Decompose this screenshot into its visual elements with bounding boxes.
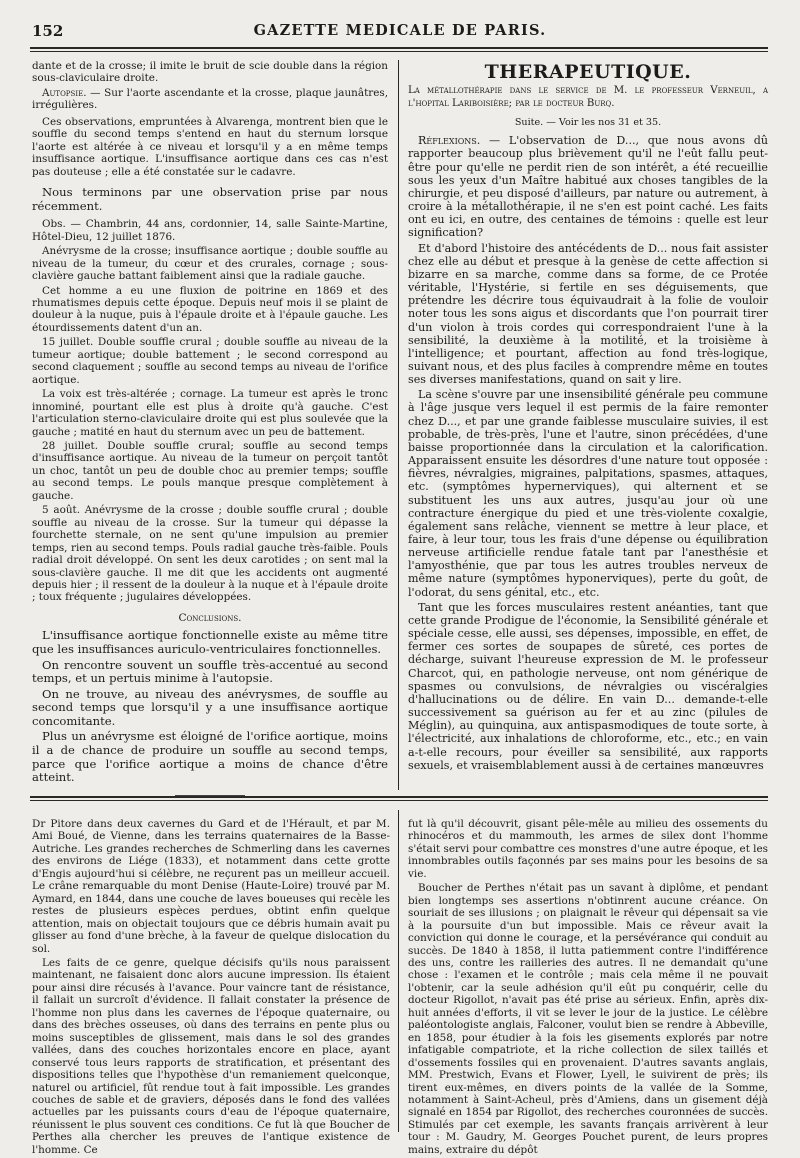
paragraph-text: — L'observation de D..., que nous avons dû rapporter beaucoup plus brièvement qu'il ne l'eût fallu peut-être pour qu'elle ne perdit rien de son intérêt, a été recueillie sous les yeux d'un Maître habitué aux choses tangibles de la chirurgie, et peu disposé d'ailleurs, par nature ou autrement, à croire à la métallothérapie, il ne s'en est point caché. Les faits ont eu ici, en outre, des centaines de témoins : quelle est leur signification?	[408, 134, 768, 240]
paragraph: Plus un anévrysme est éloigné de l'orifice aortique, moins il a de chance de produire un souffle au second temps, parce que l'orifice aortique a moins de chance d'être atteint.	[32, 729, 388, 785]
paragraph: 28 juillet. Double souffle crural; souffle au second temps d'insuffisance aortique. Au niveau de la tumeur on perçoit tantôt un choc, tantôt un peu de double choc au premier temps; souffle au second temps. Le pouls manque presque complètement à gauche.	[32, 439, 388, 502]
header-rule	[30, 47, 768, 49]
paragraph: La voix est très-altérée ; cornage. La tumeur est après le tronc innominé, pourtant elle est plus à droite qu'à gauche. C'est l'articulation sterno-claviculaire droite qui est plus soulevée que la gauche ; matité en haut du sternum avec un peu de battement.	[32, 388, 388, 438]
section-rule	[30, 796, 768, 798]
paragraph: fut là qu'il découvrit, gisant pêle-mêle au milieu des ossements du rhinocéros et du mammouth, les armes de silex dont l'homme s'était servi pour combattre ces monstres d'une autre époque, et les innombrables outils façonnés par ses mains pour les besoins de sa vie.	[408, 818, 768, 880]
paragraph: Et d'abord l'histoire des antécédents de D... nous fait assister chez elle au début et presque à la genèse de cette affection si bizarre en sa marche, comme dans sa forme, de ce Protée véritable, l'Hystérie, si fertile en ses déguisements, que prétendre les décrire tous équivaudrait à la folie de vouloir noter tous les sons aigus et discordants que l'on pourrait tirer d'un violon à trois cordes qui correspondraient l'une à la sensibilité, la deuxième à la motilité, et la troisième à l'intelligence; et pourtant, affection au fond très-logique, suivant nous, et des plus faciles à comprendre même en toutes ses diverses manifestations, quand on sait y lire.	[408, 241, 768, 387]
page-number: 152	[32, 22, 64, 40]
continued-note: Suite. — Voir les nos 31 et 35.	[514, 117, 662, 129]
header-rule-thin	[30, 51, 768, 52]
column-divider-top	[398, 60, 399, 790]
left-column-bottom	[32, 818, 390, 1158]
paragraph: Obs. — Chambrin, 44 ans, cordonnier, 14, salle Sainte-Martine, Hôtel-Dieu, 12 juillet 1876.	[32, 218, 388, 243]
paragraph: On rencontre souvent un souffle très-accentué au second temps, et un pertuis minime à l'autopsie.	[32, 657, 388, 686]
section-rule-thin	[30, 800, 768, 801]
paragraph: Les faits de ce genre, quelque décisifs qu'ils nous paraissent maintenant, ne faisaient donc alors aucune impression. Ils étaient pour ainsi dire récusés à l'avance. Pour vaincre tant de résistance, il fallait un surcroît d'évidence. Il fallait constater la présence de l'homme non plus dans les cavernes de l'époque quaternaire, ou dans des brèches osseuses, où dans des terrains en pente plus ou moins susceptibles de glissement, mais dans le sol des grandes vallées, dans des couches horizontales encore en place, ayant conservé tous leurs rapports de stratification, et présentant des dispositions telles que l'hypothèse d'un remaniement quelconque, naturel ou artificiel, fût rendue tout à fait impossible. Les grandes couches de sable et de graviers, déposés dans le fond des vallées actuelles par les puissants cours d'eau de l'époque quaternaire, réunissent le plus souvent ces conditions. Ce fut là que Boucher de Perthes alla chercher les preuves de l'antique existence de l'homme. Ce	[32, 956, 390, 1156]
ornament-rule	[175, 795, 245, 796]
paragraph: On ne trouve, au niveau des anévrysmes, de souffle au second temps que lorsqu'il y a une insuffisance aortique concomitante.	[32, 686, 388, 728]
paragraph: Cet homme a eu une fluxion de poitrine en 1869 et des rhumatismes depuis cette époque. Depuis neuf mois il se plaint de douleur à la nuque, puis à l'épaule droite et à l'épaule gauche. Les étourdissements datent d'un an.	[32, 284, 388, 334]
paragraph: L'insuffisance aortique fonctionnelle existe au même titre que les insuffisances auriculo-ventriculaires fonctionnelles.	[32, 628, 388, 656]
right-column-bottom	[408, 818, 768, 1158]
paragraph: 5 août. Anévrysme de la crosse ; double souffle crural ; double souffle au niveau de la crosse. Sur la tumeur qui dépasse la fourchette sternale, on ne sent qu'une impulsion au premier temps, rien au second temps. Pouls radial gauche très-faible. Pouls radial droit développé. On sent les deux carotides ; on sent mal la sous-clavière gauche. Il me dit que les accidents ont augmenté depuis hier ; il ressent de la douleur à la nuque et à l'épaule droite ; toux fréquente ; jugulaires développées.	[32, 504, 388, 604]
running-title: GAZETTE MEDICALE DE PARIS.	[253, 22, 547, 39]
paragraph-label: Réflexions.	[418, 134, 481, 148]
column-divider-bottom	[398, 810, 399, 1132]
section-title: THERAPEUTIQUE.	[484, 61, 692, 83]
right-column-top	[408, 61, 768, 774]
paragraph: Dr Pitore dans deux cavernes du Gard et de l'Hérault, et par M. Ami Boué, de Vienne, dans les terrains quaternaires de la Basse-Autriche. Les grandes recherches de Schmerling dans les cavernes des environs de Liége (1833), et notamment dans cette grotte d'Engis aujourd'hui si célèbre, ne reçurent pas un meilleur accueil. Le crâne remarquable du mont Denise (Haute-Loire) trouvé par M. Aymard, en 1844, dans une couche de laves boueuses qui recèle les restes de plusieurs espèces perdues, obtint enfin quelque attention, mais on objectait toujours que ce débris humain avait pu glisser au fond d'une brèche, à la faveur de quelque dislocation du sol.	[32, 818, 390, 955]
article-title: La métallothérapie dans le service de M. le professeur Verneuil, a l'hopital Lariboisière; par le docteur Burq.	[408, 85, 768, 109]
conclusions-heading: Conclusions.	[178, 611, 242, 624]
left-column-top	[32, 60, 388, 796]
paragraph: Tant que les forces musculaires restent anéanties, tant que cette grande Prodigue de l'économie, la Sensibilité générale et spéciale cesse, elle aussi, ses dépenses, impossible, en effet, de fermer ces sortes de soupapes de sûreté, ces portes de décharge, suivant l'heureuse expression de M. le professeur Charcot, qui, en pathologie nerveuse, ont nom générique de spasmes ou convulsions, de névralgies ou viscéralgies d'hallucinations ou de délire. En vain D... demande-t-elle successivement sa guérison au fer et au zinc (pilules de Méglin), au quinquina, aux antispasmodiques de toute sorte, à l'électricité, aux inhalations de chloroforme, etc., etc.; en vain a-t-elle recours, pour éveiller sa sensibilité, aux rapports sexuels, et vraisemblablement aussi à de certaines manœuvres	[408, 600, 768, 772]
paragraph: Nous terminons par une observation prise par nous récemment.	[32, 185, 388, 213]
paragraph-label: Autopsie.	[42, 86, 87, 99]
paragraph	[408, 134, 768, 239]
paragraph: Ces observations, empruntées à Alvarenga, montrent bien que le souffle du second temps s'entend en haut du sternum lorsque l'aorte est altérée à ce niveau et lorsqu'il y a en même temps insuffisance aortique. L'insuffisance aortique dans ces cas n'est pas douteuse ; elle a été constatée sur le cadavre.	[32, 115, 388, 178]
paragraph: 15 juillet. Double souffle crural ; double souffle au niveau de la tumeur aortique; double battement ; le second correspond au second claquement ; souffle au second temps au niveau de l'orifice aortique.	[32, 336, 388, 386]
paragraph: Anévrysme de la crosse; insuffisance aortique ; double souffle au niveau de la tumeur, du cœur et des crurales, cornage ; sous-clavière gauche battant faiblement ainsi que la radiale gauche.	[32, 245, 388, 283]
paragraph: dante et de la crosse; il imite le bruit de scie double dans la région sous-claviculaire droite.	[32, 60, 388, 85]
paragraph-text: — Sur l'aorte ascendante et la crosse, plaque jaunâtres, irrégulières.	[32, 86, 388, 112]
paragraph: Boucher de Perthes n'était pas un savant à diplôme, et pendant bien longtemps ses assertions n'obtinrent aucune créance. On souriait de ses illusions ; on plaignait le rêveur qui dépensait sa vie à la poursuite d'un but impossible. Mais ce rêveur avait la conviction qui donne le courage, et la persévérance qui conduit au succès. De 1840 à 1858, il lutta patiemment contre l'indifférence des uns, contre les railleries des autres. Il ne demandait qu'une chose : l'examen et le contrôle ; mais cela même il ne pouvait l'obtenir, car la seule adhésion qu'il eût pu conquérir, celle du docteur Rigollot, n'avait pas été prise au sérieux. Enfin, après dix-huit années d'efforts, il vit se lever le jour de la justice. Le célèbre paléontologiste anglais, Falconer, voulut bien se rendre à Abbeville, en 1858, pour étudier à la fois les gisements explorés par notre infatigable compatriote, et la riche collection de silex taillés et d'ossements fossiles qui en provenaient. D'autres savants anglais, MM. Prestwich, Evans et Flower, Lyell, le suivirent de près; ils tirent eux-mêmes, en divers points de la vallée de la Somme, notamment à Saint-Acheul, près d'Amiens, dans un gisement déjà signalé en 1854 par Rigollot, des recherches couronnées de succès. Stimulés par cet exemple, les savants français arrivèrent à leur tour : M. Gaudry, M. Georges Pouchet purent, de leurs propres mains, extraire du dépôt	[408, 882, 768, 1156]
paragraph: La scène s'ouvre par une insensibilité générale peu commune à l'âge jusque vers lequel il est permis de la faire remonter chez D..., et par une grande faiblesse musculaire suivies, il est probable, de très-près, l'une et l'autre, sinon précédées, d'une baisse proportionnée dans la circulation et la calorification. Apparaissent ensuite les désordres d'une nature tout opposée : fièvres, névralgies, migraines, palpitations, spasmes, attaques, etc. (symptômes hypernerviques), qui alternent et se substituent les uns aux autres, jusqu'au jour où une contracture énergique du pied et une très-violente coxalgie, également sans relâche, viennent se mettre à leur place, et faire, à leur tour, tous les frais d'une dépense ou équilibration nerveuse artificielle rendue fatale tant par l'anesthésie et l'amyosthénie, que par tous les autres troubles nerveux de même nature (symptômes hyponerviques), perte du goût, de l'odorat, du sens génital, etc., etc.	[408, 388, 768, 599]
paragraph	[32, 87, 388, 112]
